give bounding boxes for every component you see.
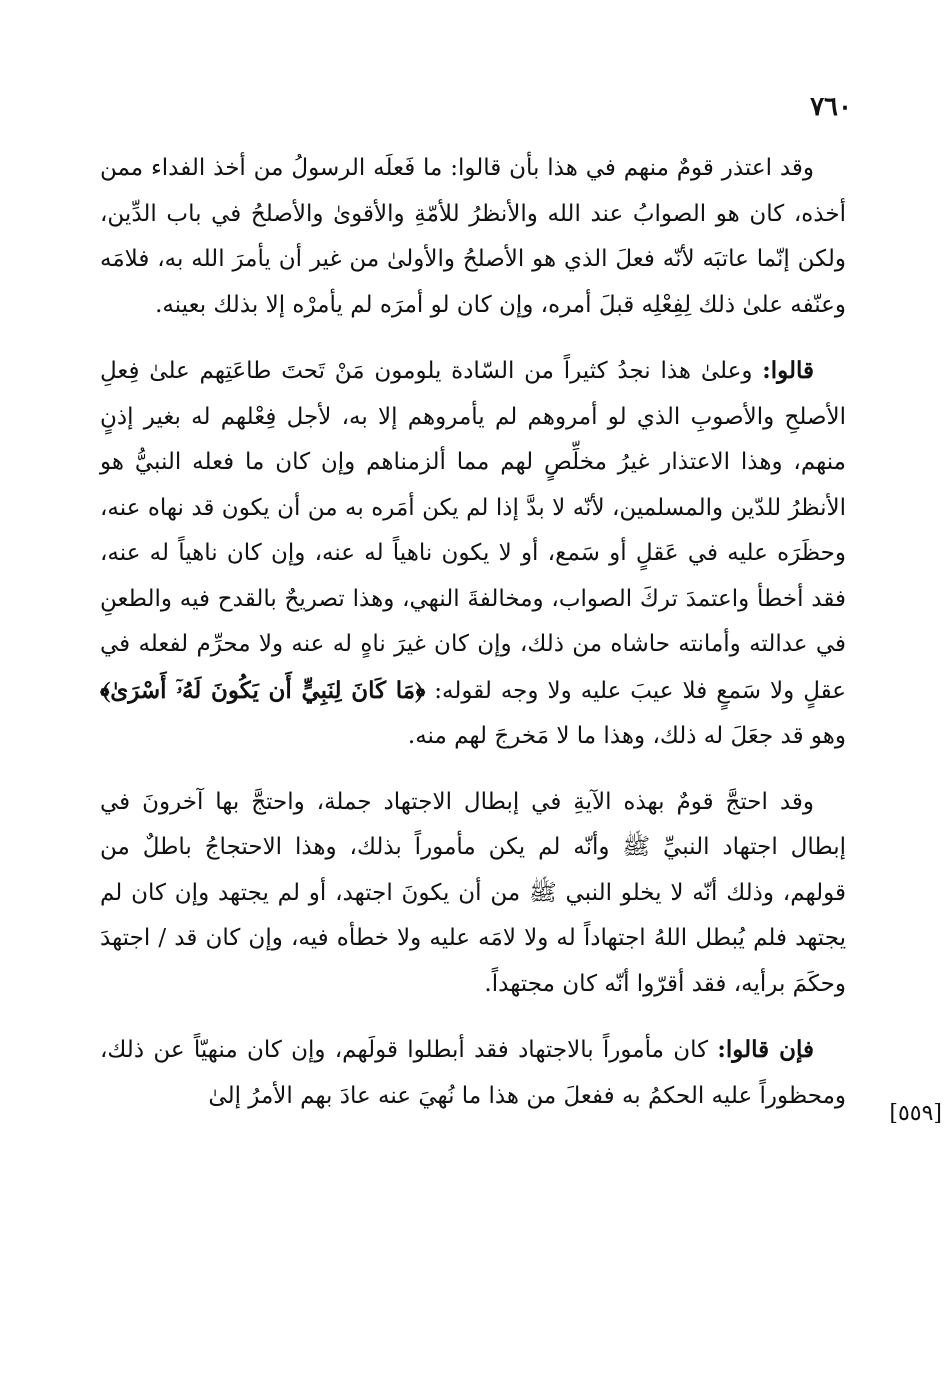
quran-quote: ﴿مَا كَانَ لِنَبِيٍّ أَن يَكُونَ لَهُۥٓ أَسْرَىٰ﴾ (100, 676, 426, 704)
paragraph-2 (100, 348, 846, 760)
paragraph-1 (100, 146, 846, 328)
paragraph-4-text: كان مأموراً بالاجتهاد فقد أبطلوا قولَهم، وإن كان منهيّاً عن ذلك، ومحظوراً عليه الحكمُ به ففعلَ من هذا ما نُهيَ عنه عادَ بهم الأمرُ إلىٰ (100, 1037, 846, 1109)
paragraph-2-text-before-quote: وعلىٰ هذا نجدُ كثيراً من السّادة يلومون مَنْ تَحتَ طاعَتِهم علىٰ فِعلِ الأصلحِ والأصوبِ الذي لو أمروهم لم يأمروهم إلا به، لأجل فِعْلهم له بغير إذنٍ منهم، وهذا الاعتذار غيرُ مخلِّصٍ لهم مما ألزمناهم وإن كان ما فعله النبيُّ هو الأنظرُ للدّين والمسلمين، لأنّه لا بدَّ إذا لم يكن أمَره به من أن يكون قد نهاه عنه، وحظَرَه عليه في عَقلٍ أو سَمع، أو لا يكون ناهياً له عنه، وإن كان ناهياً له عنه، فقد أخطأ واعتمدَ تركَ الصواب، ومخالفةَ النهي، وهذا تصريحٌ بالقدح فيه والطعنِ في عدالته وأمانته حاشاه من ذلك، وإن كان غيرَ ناهٍ له عنه ولا محرِّم لفعله في عقلٍ ولا سَمعٍ فلا عيبَ عليه ولا وجه لقوله: (100, 358, 846, 704)
paragraph-2-text-after-quote: وهو قد جعَلَ له ذلك، وهذا ما لا مَخرجَ لهم منه. (407, 723, 846, 749)
paragraph-1-text: وقد اعتذر قومٌ منهم في هذا بأن قالوا: ما فَعلَه الرسولُ من أخذ الفداء ممن أخذه، كان هو الصوابُ عند الله والأنظرُ للأمّةِ والأقوىٰ والأصلحُ في باب الدِّين، ولكن إنّما عاتبَه لأنّه فعلَ الذي هو الأصلحُ والأولىٰ من غير أن يأمرَ الله به، فلامَه وعنّفه علىٰ ذلك لِفِعْلِه قبلَ أمره، وإن كان لو أمرَه لم يأمرْه إلا بذلك بعينه. (100, 155, 846, 318)
paragraph-4 (100, 1027, 846, 1119)
paragraph-2-lead: قالوا: (762, 357, 814, 384)
paragraph-3-text: وقد احتجَّ قومٌ بهذه الآيةِ في إبطال الاجتهاد جملة، واحتجَّ بها آخرونَ في إبطال اجتهاد النبيِّ ﷺ وأنّه لم يكن مأموراً بذلك، وهذا الاحتجاجُ باطلٌ من قولهم، وذلك أنّه لا يخلو النبي ﷺ من أن يكونَ اجتهد، أو لم يجتهد وإن كان لم يجتهد فلم يُبطل اللهُ اجتهاداً له ولا لامَه عليه ولا خطأه فيه، وإن كان قد / اجتهدَ وحكَمَ برأيه، فقد أقرّوا أنّه كان مجتهداً. (100, 788, 846, 997)
margin-reference: [٥٥٩] (889, 1101, 942, 1126)
page-number: ٧٦٠ (810, 92, 852, 122)
page-body (100, 146, 846, 1119)
paragraph-4-lead: فإن قالوا: (717, 1036, 814, 1063)
paragraph-3 (100, 780, 846, 1008)
